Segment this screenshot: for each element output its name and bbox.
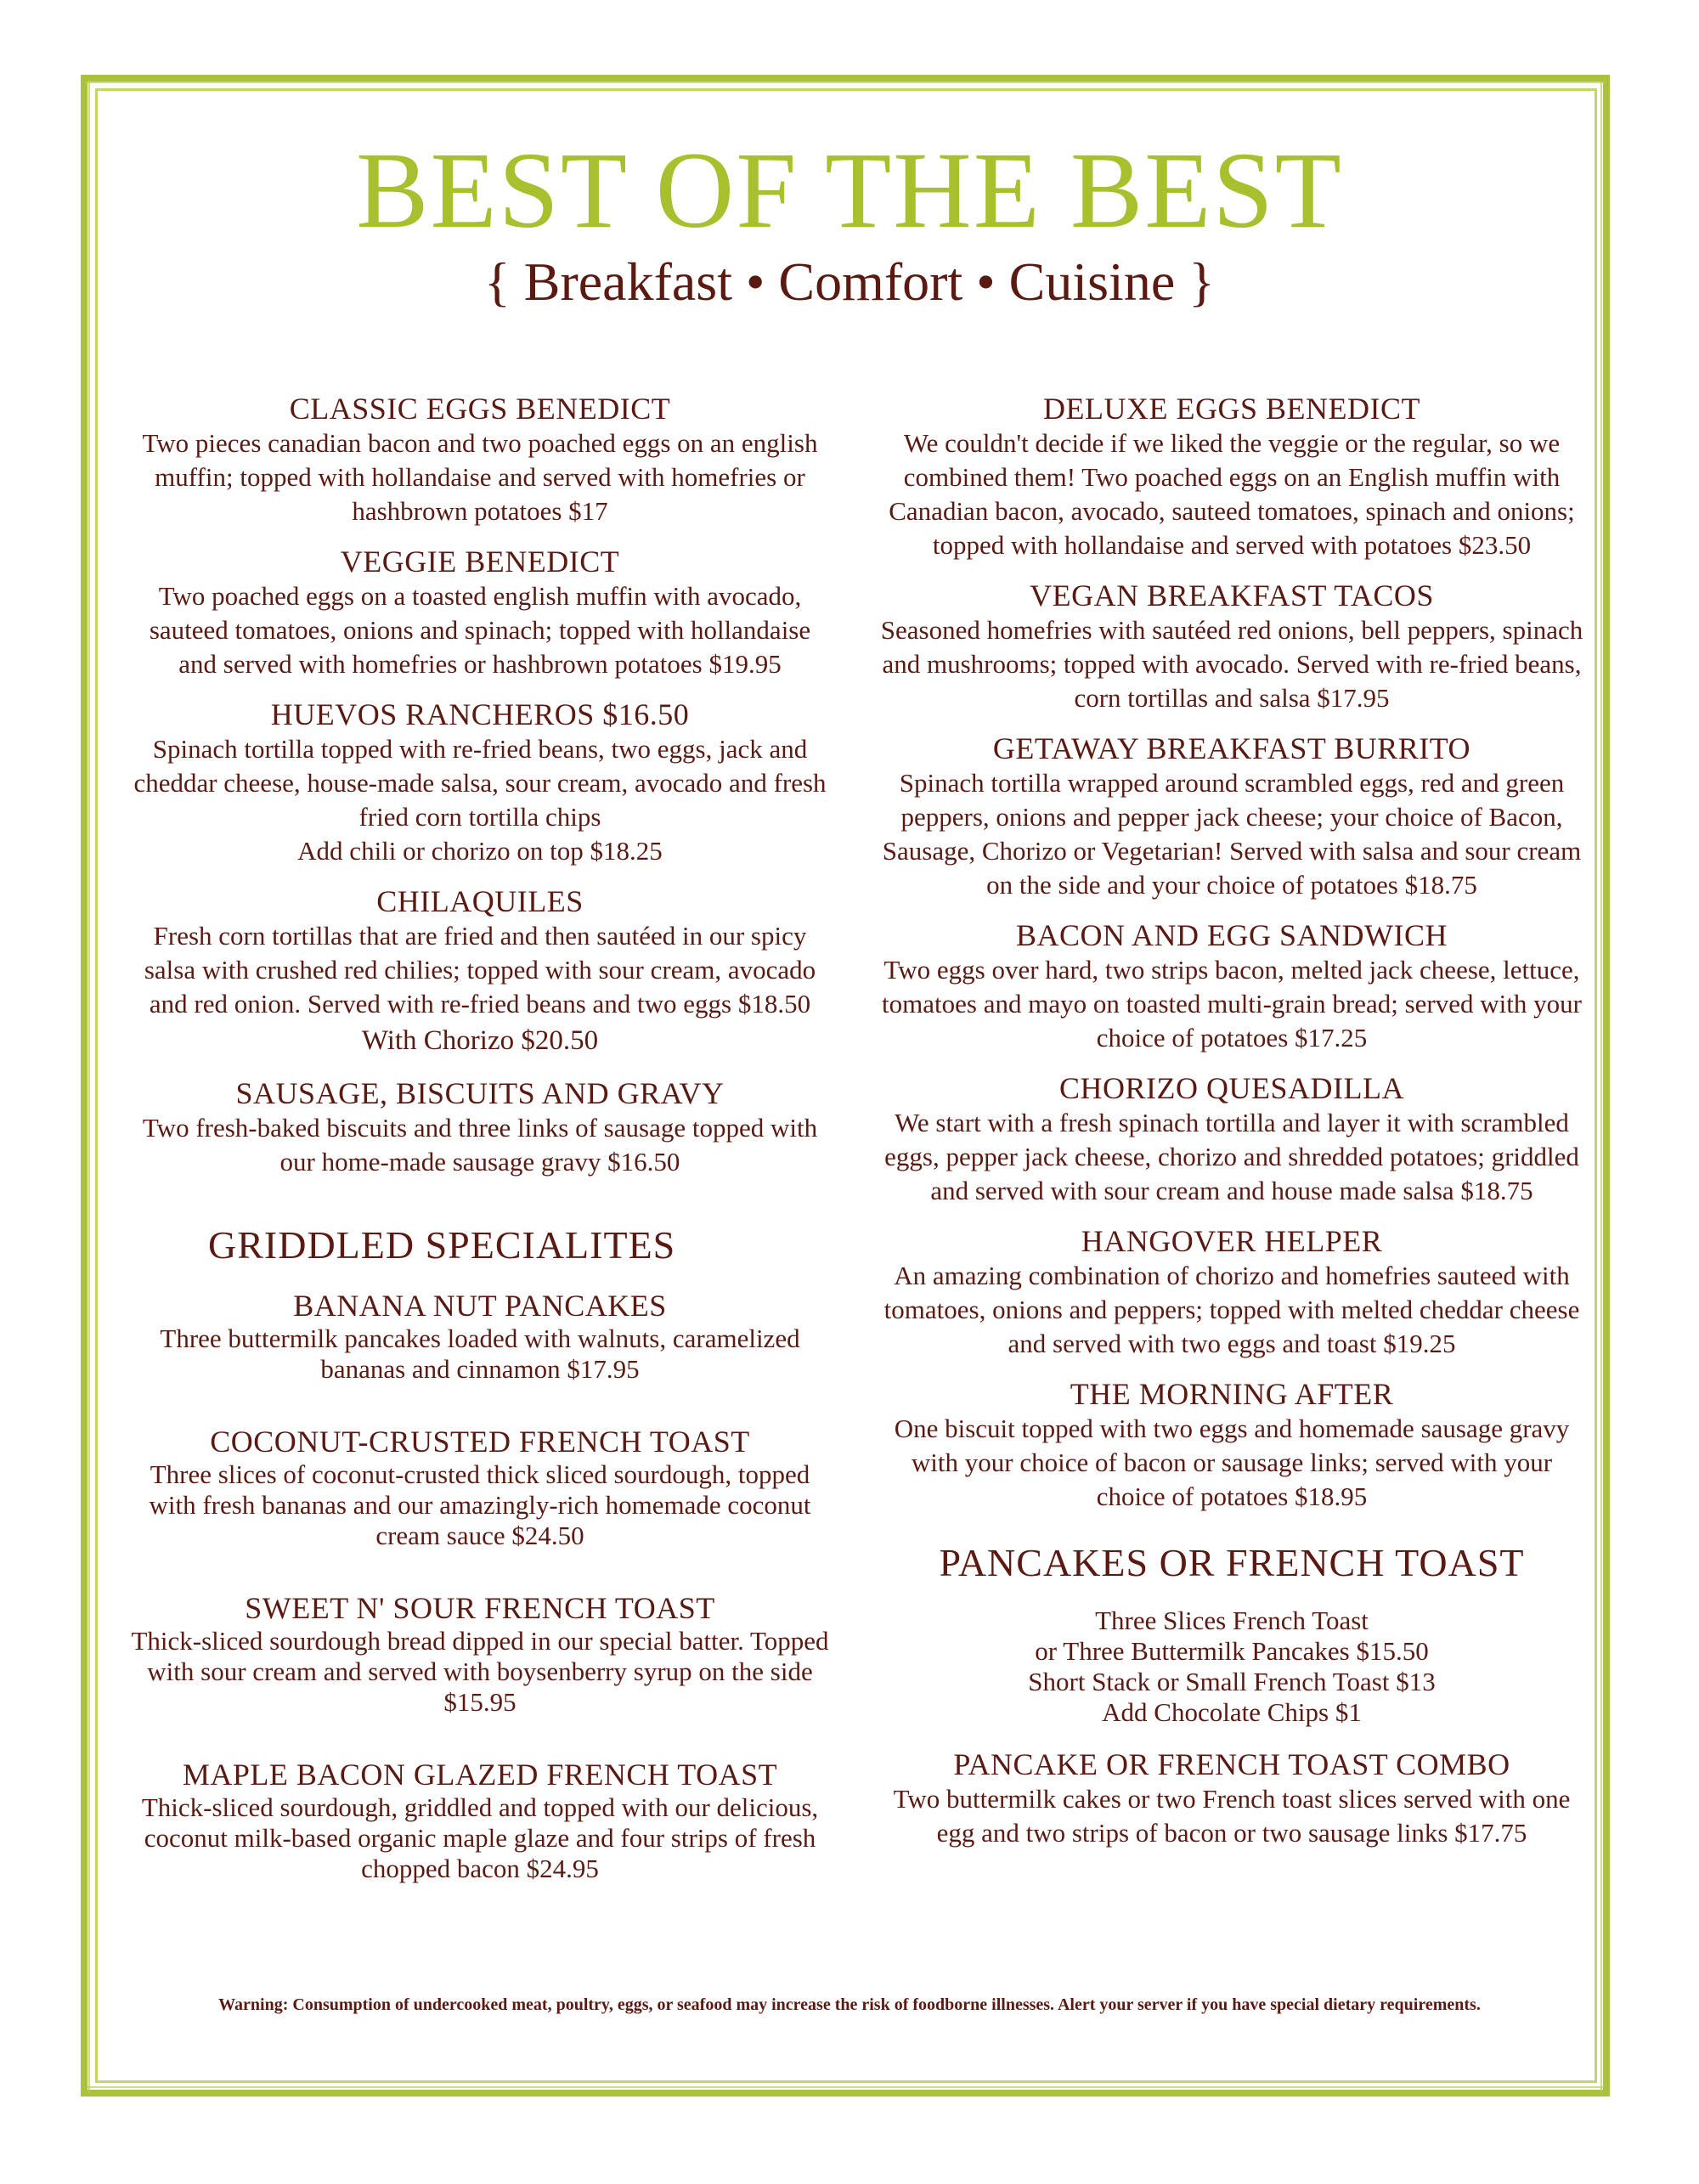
item-description: Three slices of coconut-crusted thick sliced sourdough, topped with fresh bananas and our amazingly-rich homemade coconut cream sauce $24.50 [149, 1459, 811, 1550]
item-description: Spinach tortilla wrapped around scrambled eggs, red and green peppers, onions and pepper jack cheese; your choice of Bacon, Sausage, Chorizo or Vegetarian! Served with salsa and sour cream on the side and your choice of potatoes $18.75 [882, 768, 1582, 900]
item-name: HANGOVER HELPER [1081, 1224, 1383, 1258]
menu-item-huevos-rancheros [127, 697, 833, 868]
item-description: Thick-sliced sourdough, griddled and topped with our delicious, coconut milk-based organic maple glaze and four strips of fresh chopped bacon $24.95 [141, 1792, 819, 1883]
menu-title: BEST OF THE BEST [356, 130, 1343, 251]
menu-item-deluxe-eggs-benedict [875, 391, 1589, 562]
item-description: Two eggs over hard, two strips bacon, melted jack cheese, lettuce, tomatoes and mayo on toasted multi-grain bread; served with your choice of potatoes $17.25 [882, 955, 1582, 1052]
menu-item-coconut-french-toast [127, 1424, 833, 1551]
item-description: Two fresh-baked biscuits and three links of sausage topped with our home-made sausage gravy $16.50 [142, 1113, 818, 1177]
item-name: CHILAQUILES [376, 884, 584, 918]
border-brush-stroke [1600, 82, 1602, 2091]
menu-subtitle: { Breakfast • Comfort • Cuisine } [484, 251, 1215, 312]
food-safety-warning: Warning: Consumption of undercooked meat, poultry, eggs, or seafood may increase the risk of foodborne illnesses. Alert your server if you have special dietary requirements. [218, 1995, 1481, 2014]
section-title-pancakes: PANCAKES OR FRENCH TOAST [939, 1541, 1525, 1584]
left-column [127, 391, 833, 1899]
pancake-line: Three Slices French Toast [1095, 1606, 1369, 1635]
item-addon: Add chili or chorizo on top $18.25 [297, 836, 663, 866]
item-name: VEGGIE BENEDICT [340, 545, 620, 578]
border-brush-stroke [88, 80, 90, 2093]
menu-item-maple-bacon-french-toast [127, 1757, 833, 1884]
item-name: HUEVOS RANCHEROS $16.50 [270, 697, 690, 731]
menu-item-classic-eggs-benedict [127, 391, 833, 528]
right-column [875, 391, 1589, 1865]
item-name: THE MORNING AFTER [1070, 1377, 1394, 1411]
item-name: MAPLE BACON GLAZED FRENCH TOAST [182, 1758, 778, 1792]
menu-item-getaway-burrito [875, 731, 1589, 902]
item-description: Spinach tortilla topped with re-fried beans, two eggs, jack and cheddar cheese, house-made salsa, sour cream, avocado and fresh fried corn tortilla chips [133, 734, 827, 832]
menu-item-sweet-sour-french-toast [127, 1590, 833, 1718]
item-name: PANCAKE OR FRENCH TOAST COMBO [953, 1747, 1510, 1781]
item-description: Fresh corn tortillas that are fried and then sautéed in our spicy salsa with crushed red chilies; topped with sour cream, avocado and red onion. Served with re-fried beans and two eggs $18.50 [144, 921, 816, 1019]
item-name: CHORIZO QUESADILLA [1059, 1071, 1404, 1105]
menu-item-morning-after [875, 1376, 1589, 1514]
item-name: COCONUT-CRUSTED FRENCH TOAST [210, 1425, 750, 1459]
item-description: We couldn't decide if we liked the veggie or the regular, so we combined them! Two poached eggs on an English muffin with Canadian bacon, avocado, sauteed tomatoes, spinach and onions; topped with hollandaise and served with potatoes $23.50 [889, 428, 1575, 560]
item-name: DELUXE EGGS BENEDICT [1043, 392, 1420, 426]
item-name: VEGAN BREAKFAST TACOS [1030, 578, 1434, 612]
item-description: We start with a fresh spinach tortilla and layer it with scrambled eggs, pepper jack cheese, chorizo and shredded potatoes; griddled and served with sour cream and house made salsa $18.75 [884, 1108, 1579, 1205]
item-name: BANANA NUT PANCAKES [293, 1289, 667, 1323]
menu-item-pancakes-french-toast [875, 1606, 1589, 1728]
section-title-griddled: GRIDDLED SPECIALITES [208, 1223, 676, 1267]
menu-item-hangover-helper [875, 1223, 1589, 1361]
menu-item-bacon-egg-sandwich [875, 917, 1589, 1055]
item-description: Two poached eggs on a toasted english muffin with avocado, sauteed tomatoes, onions and spinach; topped with hollandaise and served with homefries or hashbrown potatoes $19.95 [149, 581, 811, 679]
pancake-line: Add Chocolate Chips $1 [1102, 1697, 1362, 1727]
menu-item-vegan-breakfast-tacos [875, 578, 1589, 715]
item-description: Thick-sliced sourdough bread dipped in our special batter. Topped with sour cream and served with boysenberry syrup on the side $15.95 [131, 1626, 829, 1717]
item-addon: With Chorizo $20.50 [361, 1025, 599, 1056]
item-description: One biscuit topped with two eggs and homemade sausage gravy with your choice of bacon or sausage links; served with your choice of potatoes $18.95 [894, 1414, 1570, 1511]
item-description: Seasoned homefries with sautéed red onions, bell peppers, spinach and mushrooms; topped with avocado. Served with re-fried beans, corn tortillas and salsa $17.95 [880, 615, 1583, 713]
item-name: SAUSAGE, BISCUITS AND GRAVY [235, 1076, 725, 1110]
border-brush-stroke [85, 82, 1606, 83]
item-description: Two pieces canadian bacon and two poached eggs on an english muffin; topped with hollandaise and served with homefries or hashbrown potatoes $17 [142, 428, 818, 526]
item-description: An amazing combination of chorizo and homefries sauteed with tomatoes, onions and peppers; topped with melted cheddar cheese and served with two eggs and toast $19.25 [883, 1261, 1580, 1358]
item-description: Two buttermilk cakes or two French toast slices served with one egg and two strips of bacon or two sausage links $17.75 [893, 1784, 1571, 1848]
border-brush-stroke [87, 2086, 1604, 2088]
pancake-line: or Three Buttermilk Pancakes $15.50 [1035, 1636, 1429, 1666]
menu-item-sausage-biscuits-gravy [127, 1075, 833, 1179]
item-name: BACON AND EGG SANDWICH [1015, 918, 1448, 952]
item-description: Three buttermilk pancakes loaded with walnuts, caramelized bananas and cinnamon $17.95 [160, 1323, 800, 1384]
pancake-line: Short Stack or Small French Toast $13 [1028, 1667, 1436, 1696]
item-name: CLASSIC EGGS BENEDICT [289, 392, 671, 426]
item-name: GETAWAY BREAKFAST BURRITO [992, 731, 1471, 765]
menu-item-banana-nut-pancakes [127, 1288, 833, 1385]
item-name: SWEET N' SOUR FRENCH TOAST [245, 1591, 715, 1625]
menu-item-veggie-benedict [127, 544, 833, 681]
menu-item-pancake-combo [875, 1747, 1589, 1850]
menu-item-chorizo-quesadilla [875, 1070, 1589, 1208]
menu-item-chilaquiles [127, 883, 833, 1060]
